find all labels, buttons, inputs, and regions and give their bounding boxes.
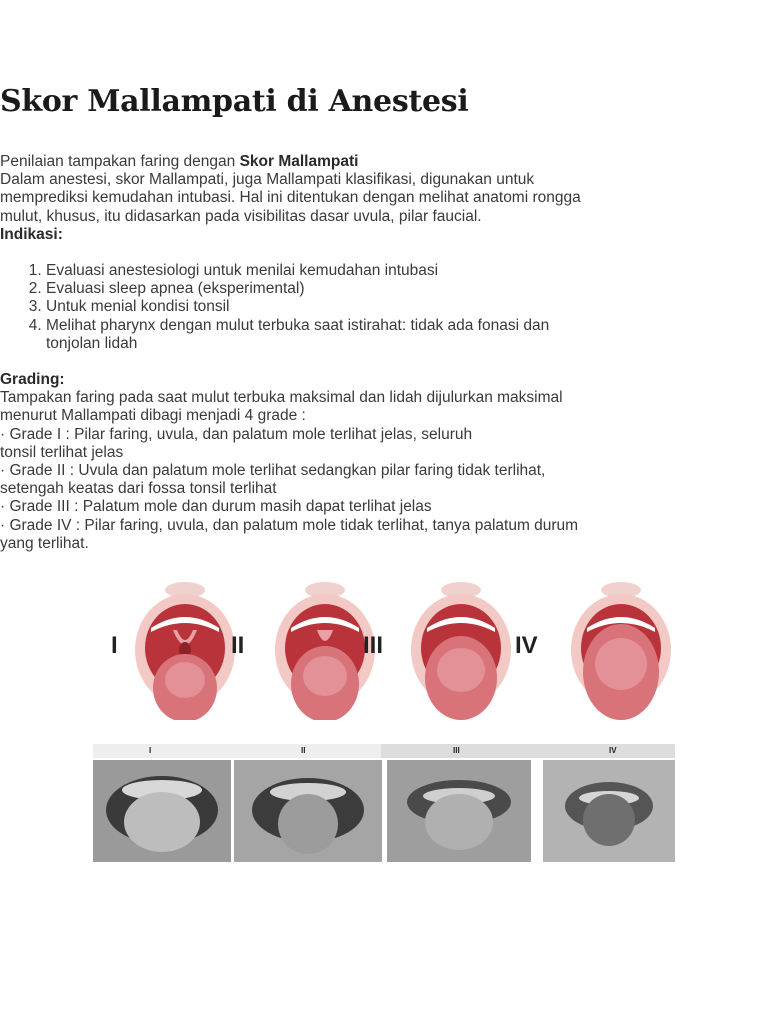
indikasi-list — [0, 262, 590, 353]
mallampati-photos — [93, 744, 675, 866]
list-item: 2. Evaluasi sleep apnea (eksperimental) — [46, 280, 590, 298]
photo-header-strip — [93, 744, 675, 758]
illustration-grade-3 — [363, 580, 528, 720]
photo-label: III — [453, 746, 460, 755]
grade-numeral: III — [363, 632, 384, 659]
indikasi-heading: Indikasi: — [0, 225, 63, 243]
page-title: Skor Mallampati di Anestesi — [0, 84, 469, 119]
list-item: 3. Untuk menial kondisi tonsil — [46, 298, 590, 316]
grade-line: · Grade I : Pilar faring, uvula, dan palatum mole terlihat jelas, seluruh — [0, 425, 473, 443]
grade-numeral: I — [111, 632, 118, 659]
article-body — [0, 153, 590, 553]
grading-heading: Grading: — [0, 371, 65, 389]
mouth-grade-2-icon — [273, 580, 377, 720]
photo-label: IV — [609, 746, 617, 755]
intro-prefix: Penilaian tampakan faring dengan — [0, 153, 240, 170]
photo-label: II — [301, 746, 306, 755]
list-item: 4. Melihat pharynx dengan mulut terbuka saat istirahat: tidak ada fonasi dan tonjolan lidah — [46, 317, 590, 353]
mouth-grade-1-icon — [133, 580, 237, 720]
grading-intro: Tampakan faring pada saat mulut terbuka maksimal dan lidah dijulurkan maksimal menurut Mallampati dibagi menjadi 4 grade : — [0, 389, 563, 425]
intro-paragraph: Dalam anestesi, skor Mallampati, juga Mallampati klasifikasi, digunakan untuk memprediksi kemudahan intubasi. Hal ini ditentukan dengan melihat anatomi rongga mulut, khusus, itu didasarkan pada visibilitas dasar uvula, pilar faucial. — [0, 171, 581, 225]
photo-grade-1 — [93, 760, 231, 862]
intro-bold: Skor Mallampati — [239, 153, 359, 170]
illustration-grade-4 — [515, 580, 674, 720]
photo-grade-2 — [234, 760, 382, 862]
illustration-grade-1 — [93, 580, 238, 720]
list-item: 1. Evaluasi anestesiologi untuk menilai kemudahan intubasi — [46, 262, 590, 280]
grade-numeral: IV — [515, 632, 538, 659]
grade-line: tonsil terlihat jelas — [0, 443, 124, 461]
grade-line: · Grade II : Uvula dan palatum mole terlihat sedangkan pilar faring tidak terlihat, setengah keatas dari fossa tonsil terlihat — [0, 462, 546, 498]
photo-grade-3 — [387, 760, 531, 862]
photo-label: I — [149, 746, 152, 755]
intro-line — [0, 153, 590, 171]
mouth-grade-3-icon — [409, 580, 513, 720]
grade-line: · Grade IV : Pilar faring, uvula, dan palatum mole tidak terlihat, tanya palatum durum yang terlihat. — [0, 516, 579, 552]
grade-numeral: II — [231, 632, 245, 659]
mouth-grade-4-icon — [569, 580, 673, 720]
mallampati-illustration — [93, 580, 675, 720]
photo-grade-4 — [543, 760, 675, 862]
grade-line: · Grade III : Palatum mole dan durum masih dapat terlihat jelas — [0, 498, 432, 516]
